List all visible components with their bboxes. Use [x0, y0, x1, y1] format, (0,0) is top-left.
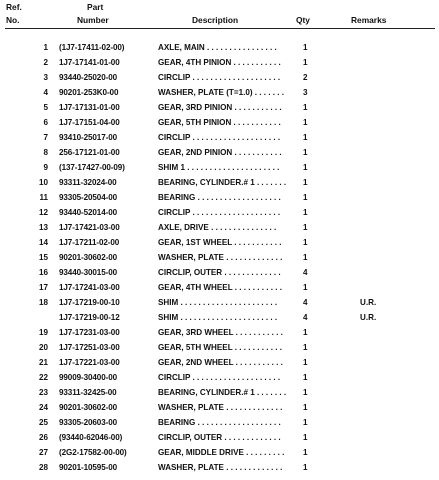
part-number: 93305-20603-00: [59, 418, 118, 427]
quantity: 1: [303, 208, 308, 217]
remarks: U.R.: [360, 298, 377, 307]
table-row: [0, 208, 439, 223]
part-number: (137-17427-00-09): [59, 163, 125, 172]
table-row: [0, 463, 439, 478]
ref-number: 14: [38, 238, 48, 247]
part-number: 1J7-17251-03-00: [59, 343, 120, 352]
table-row: [0, 298, 439, 313]
header-qty: Qty: [296, 15, 310, 25]
quantity: 1: [303, 193, 308, 202]
table-row: [0, 388, 439, 403]
part-description: GEAR, 4TH WHEEL . . . . . . . . . . .: [158, 283, 282, 292]
ref-number: 3: [43, 73, 48, 82]
table-row: [0, 448, 439, 463]
part-description: GEAR, 5TH WHEEL . . . . . . . . . . .: [158, 343, 282, 352]
part-number: 93440-30015-00: [59, 268, 118, 277]
part-number: 99009-30400-00: [59, 373, 118, 382]
header-part-top: Part: [87, 2, 104, 12]
quantity: 1: [303, 223, 308, 232]
ref-number: 23: [38, 388, 48, 397]
part-number: 93311-32425-00: [59, 388, 117, 397]
ref-number: 8: [43, 148, 48, 157]
part-description: AXLE, DRIVE . . . . . . . . . . . . . . .: [158, 223, 277, 232]
remarks: U.R.: [360, 313, 377, 322]
part-description: WASHER, PLATE . . . . . . . . . . . . .: [158, 463, 283, 472]
part-number: 93305-20504-00: [59, 193, 118, 202]
table-row: [0, 163, 439, 178]
part-description: CIRCLIP . . . . . . . . . . . . . . . . . . . .: [158, 208, 281, 217]
part-number: (93440-62046-00): [59, 433, 123, 442]
part-number: 93440-25020-00: [59, 73, 118, 82]
part-description: AXLE, MAIN . . . . . . . . . . . . . . . .: [158, 43, 277, 52]
table-row: [0, 328, 439, 343]
quantity: 4: [303, 268, 308, 277]
part-description: WASHER, PLATE . . . . . . . . . . . . .: [158, 253, 283, 262]
table-row: [0, 178, 439, 193]
part-description: BEARING . . . . . . . . . . . . . . . . . . .: [158, 193, 281, 202]
table-row: [0, 313, 439, 328]
table-row: [0, 43, 439, 58]
table-row: [0, 103, 439, 118]
table-row: [0, 58, 439, 73]
part-description: CIRCLIP . . . . . . . . . . . . . . . . . . . .: [158, 133, 281, 142]
part-description: GEAR, 3RD WHEEL . . . . . . . . . . .: [158, 328, 283, 337]
header-ref-top: Ref.: [6, 2, 22, 12]
table-header: [0, 2, 439, 28]
quantity: 2: [303, 73, 308, 82]
quantity: 1: [303, 388, 308, 397]
quantity: 1: [303, 148, 308, 157]
quantity: 1: [303, 328, 308, 337]
ref-number: 20: [38, 343, 48, 352]
part-number: 1J7-17241-03-00: [59, 283, 120, 292]
table-row: [0, 238, 439, 253]
part-description: GEAR, MIDDLE DRIVE . . . . . . . . .: [158, 448, 285, 457]
ref-number: 22: [38, 373, 48, 382]
header-part-bottom: Number: [77, 15, 109, 25]
part-number: 90201-30602-00: [59, 403, 118, 412]
ref-number: 19: [38, 328, 48, 337]
part-number: 93440-52014-00: [59, 208, 118, 217]
ref-number: 25: [38, 418, 48, 427]
table-row: [0, 133, 439, 148]
part-number: 93410-25017-00: [59, 133, 118, 142]
quantity: 1: [303, 103, 308, 112]
quantity: 1: [303, 178, 308, 187]
header-ref-bottom: No.: [6, 15, 20, 25]
part-number: 93311-32024-00: [59, 178, 117, 187]
quantity: 1: [303, 133, 308, 142]
table-row: [0, 88, 439, 103]
quantity: 4: [303, 313, 308, 322]
part-description: CIRCLIP, OUTER . . . . . . . . . . . . .: [158, 433, 281, 442]
ref-number: 6: [43, 118, 48, 127]
part-number: (2G2-17582-00-00): [59, 448, 127, 457]
table-row: [0, 118, 439, 133]
part-description: BEARING . . . . . . . . . . . . . . . . . . .: [158, 418, 281, 427]
table-row: [0, 253, 439, 268]
part-description: BEARING, CYLINDER.# 1 . . . . . . .: [158, 178, 287, 187]
part-number: 1J7-17141-01-00: [59, 58, 120, 67]
table-row: [0, 433, 439, 448]
part-description: SHIM 1 . . . . . . . . . . . . . . . . . . . . .: [158, 163, 280, 172]
table-row: [0, 73, 439, 88]
quantity: 1: [303, 253, 308, 262]
quantity: 1: [303, 463, 308, 472]
table-row: [0, 193, 439, 208]
part-description: GEAR, 4TH PINION . . . . . . . . . . .: [158, 58, 281, 67]
quantity: 1: [303, 433, 308, 442]
ref-number: 10: [38, 178, 48, 187]
ref-number: 9: [43, 163, 48, 172]
ref-number: 13: [38, 223, 48, 232]
ref-number: 18: [38, 298, 48, 307]
quantity: 1: [303, 343, 308, 352]
table-row: [0, 358, 439, 373]
ref-number: 24: [38, 403, 48, 412]
part-number: 1J7-17421-03-00: [59, 223, 120, 232]
part-number: 1J7-17221-03-00: [59, 358, 120, 367]
quantity: 1: [303, 373, 308, 382]
table-row: [0, 223, 439, 238]
ref-number: 1: [43, 43, 48, 52]
table-row: [0, 283, 439, 298]
quantity: 1: [303, 118, 308, 127]
table-row: [0, 373, 439, 388]
part-number: 256-17121-01-00: [59, 148, 120, 157]
parts-table-body: [0, 43, 439, 478]
table-row: [0, 343, 439, 358]
header-description: Description: [192, 15, 239, 25]
quantity: 3: [303, 88, 308, 97]
ref-number: 12: [38, 208, 48, 217]
quantity: 1: [303, 403, 308, 412]
quantity: 1: [303, 418, 308, 427]
part-number: 1J7-17219-00-10: [59, 298, 120, 307]
table-row: [0, 268, 439, 283]
ref-number: 27: [38, 448, 48, 457]
part-description: GEAR, 5TH PINION . . . . . . . . . . .: [158, 118, 281, 127]
table-row: [0, 148, 439, 163]
part-number: 90201-10595-00: [59, 463, 118, 472]
quantity: 1: [303, 238, 308, 247]
part-description: CIRCLIP . . . . . . . . . . . . . . . . . . . .: [158, 373, 281, 382]
part-description: GEAR, 1ST WHEEL . . . . . . . . . . .: [158, 238, 282, 247]
ref-number: 4: [43, 88, 48, 97]
ref-number: 17: [38, 283, 48, 292]
ref-number: 15: [38, 253, 48, 262]
part-description: SHIM . . . . . . . . . . . . . . . . . . . . . .: [158, 313, 278, 322]
part-description: CIRCLIP, OUTER . . . . . . . . . . . . .: [158, 268, 281, 277]
ref-number: 7: [43, 133, 48, 142]
part-description: WASHER, PLATE . . . . . . . . . . . . .: [158, 403, 283, 412]
quantity: 1: [303, 448, 308, 457]
part-description: GEAR, 2ND PINION . . . . . . . . . . .: [158, 148, 282, 157]
quantity: 1: [303, 163, 308, 172]
part-description: CIRCLIP . . . . . . . . . . . . . . . . . . . .: [158, 73, 281, 82]
ref-number: 16: [38, 268, 48, 277]
ref-number: 28: [38, 463, 48, 472]
table-row: [0, 403, 439, 418]
part-number: 1J7-17151-04-00: [59, 118, 120, 127]
part-description: WASHER, PLATE (T=1.0) . . . . . . .: [158, 88, 284, 97]
ref-number: 5: [43, 103, 48, 112]
header-divider: [5, 28, 435, 29]
ref-number: 2: [43, 58, 48, 67]
part-number: 1J7-17131-01-00: [59, 103, 120, 112]
quantity: 1: [303, 43, 308, 52]
quantity: 4: [303, 298, 308, 307]
quantity: 1: [303, 358, 308, 367]
quantity: 1: [303, 283, 308, 292]
part-description: GEAR, 2ND WHEEL . . . . . . . . . . .: [158, 358, 283, 367]
ref-number: 11: [39, 193, 48, 202]
table-row: [0, 418, 439, 433]
part-number: 1J7-17231-03-00: [59, 328, 120, 337]
part-number: 1J7-17211-02-00: [59, 238, 120, 247]
part-number: 1J7-17219-00-12: [59, 313, 120, 322]
part-description: SHIM . . . . . . . . . . . . . . . . . . . . . .: [158, 298, 278, 307]
header-remarks: Remarks: [351, 15, 387, 25]
ref-number: 21: [38, 358, 48, 367]
part-description: GEAR, 3RD PINION . . . . . . . . . . .: [158, 103, 282, 112]
part-number: 90201-30602-00: [59, 253, 118, 262]
part-number: (1J7-17411-02-00): [59, 43, 125, 52]
part-description: BEARING, CYLINDER.# 1 . . . . . . .: [158, 388, 287, 397]
ref-number: 26: [38, 433, 48, 442]
part-number: 90201-253K0-00: [59, 88, 119, 97]
quantity: 1: [303, 58, 308, 67]
